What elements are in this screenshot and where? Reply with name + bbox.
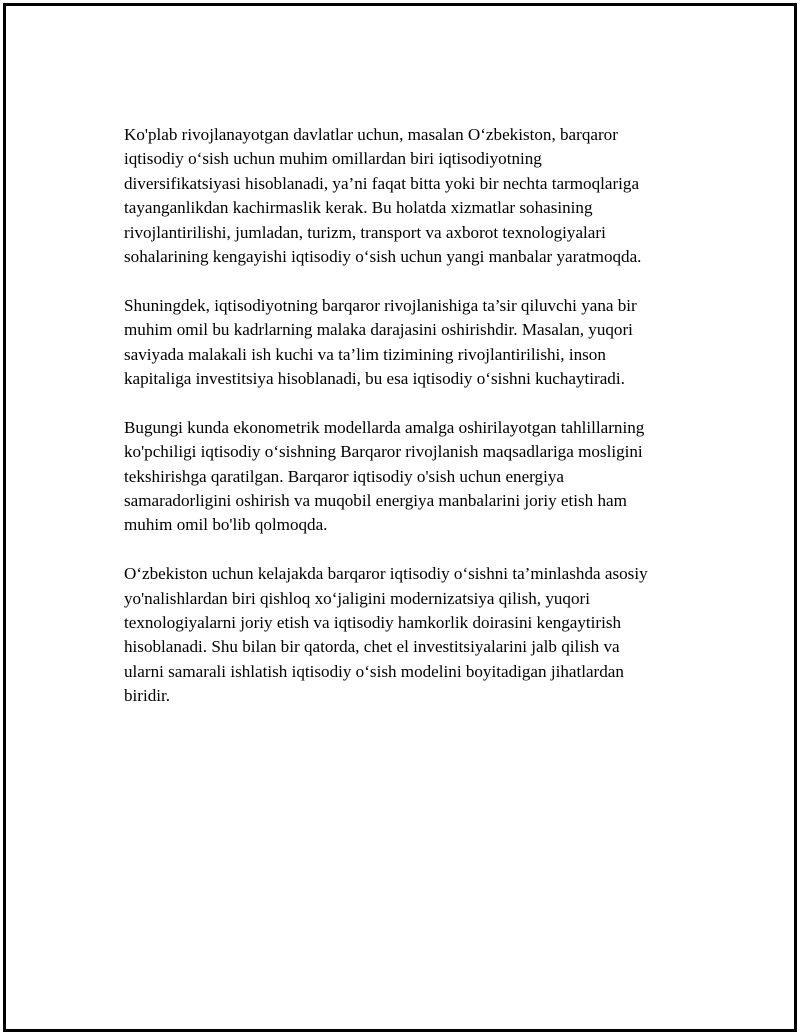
text-line: yo'nalishlardan biri qishloq xo‘jaligini modernizatsiya qilish, yuqori bbox=[124, 588, 590, 608]
text-line: ularni samarali ishlatish iqtisodiy o‘sish modelini boyitadigan jihatlardan bbox=[124, 661, 624, 681]
text-line: biridir. bbox=[124, 686, 171, 706]
text-line: saviyada malakali ish kuchi va ta’lim tizimining rivojlantirilishi, inson bbox=[124, 344, 606, 364]
text-line: muhim omil bu kadrlarning malaka darajasini oshirishdir. Masalan, yuqori bbox=[124, 320, 633, 340]
text-line: O‘zbekiston uchun kelajakda barqaror iqtisodiy o‘sishni ta’minlashda asosiy bbox=[124, 564, 648, 584]
text-line: ko'pchiligi iqtisodiy o‘sishning Barqaror rivojlanish maqsadlariga mosligini bbox=[124, 442, 643, 462]
text-line: rivojlantirilishi, jumladan, turizm, transport va axborot texnologiyalari bbox=[124, 222, 606, 242]
text-line: Bugungi kunda ekonometrik modellarda amalga oshirilayotgan tahlillarning bbox=[124, 417, 645, 437]
text-line: tekshirishga qaratilgan. Barqaror iqtisodiy o'sish uchun energiya bbox=[124, 466, 564, 486]
paragraph-3 bbox=[124, 416, 694, 538]
paragraph-4 bbox=[124, 562, 694, 708]
text-line: muhim omil bo'lib qolmoqda. bbox=[124, 515, 328, 535]
text-line: Ko'plab rivojlanayotgan davlatlar uchun, masalan O‘zbekiston, barqaror bbox=[124, 125, 618, 144]
text-line: iqtisodiy o‘sish uchun muhim omillardan biri iqtisodiyotning bbox=[124, 149, 542, 169]
text-line: samaradorligini oshirish va muqobil energiya manbalarini joriy etish ham bbox=[124, 491, 627, 511]
text-line: Shuningdek, iqtisodiyotning barqaror rivojlanishiga ta’sir qiluvchi yana bir bbox=[124, 295, 637, 315]
paragraph-1 bbox=[124, 123, 694, 269]
text-line: tayanganlikdan kachirmaslik kerak. Bu holatda xizmatlar sohasining bbox=[124, 198, 593, 218]
paragraph-2 bbox=[124, 294, 694, 392]
document-body bbox=[124, 123, 694, 733]
text-line: texnologiyalarni joriy etish va iqtisodiy hamkorlik doirasini kengaytirish bbox=[124, 613, 622, 633]
text-line: sohalarining kengayishi iqtisodiy o‘sish uchun yangi manbalar yaratmoqda. bbox=[124, 247, 642, 267]
text-line: hisoblanadi. Shu bilan bir qatorda, chet el investitsiyalarini jalb qilish va bbox=[124, 637, 620, 657]
text-line: diversifikatsiyasi hisoblanadi, ya’ni faqat bitta yoki bir nechta tarmoqlariga bbox=[124, 173, 640, 193]
page-frame bbox=[3, 3, 797, 1032]
text-line: kapitaliga investitsiya hisoblanadi, bu esa iqtisodiy o‘sishni kuchaytiradi. bbox=[124, 369, 625, 389]
